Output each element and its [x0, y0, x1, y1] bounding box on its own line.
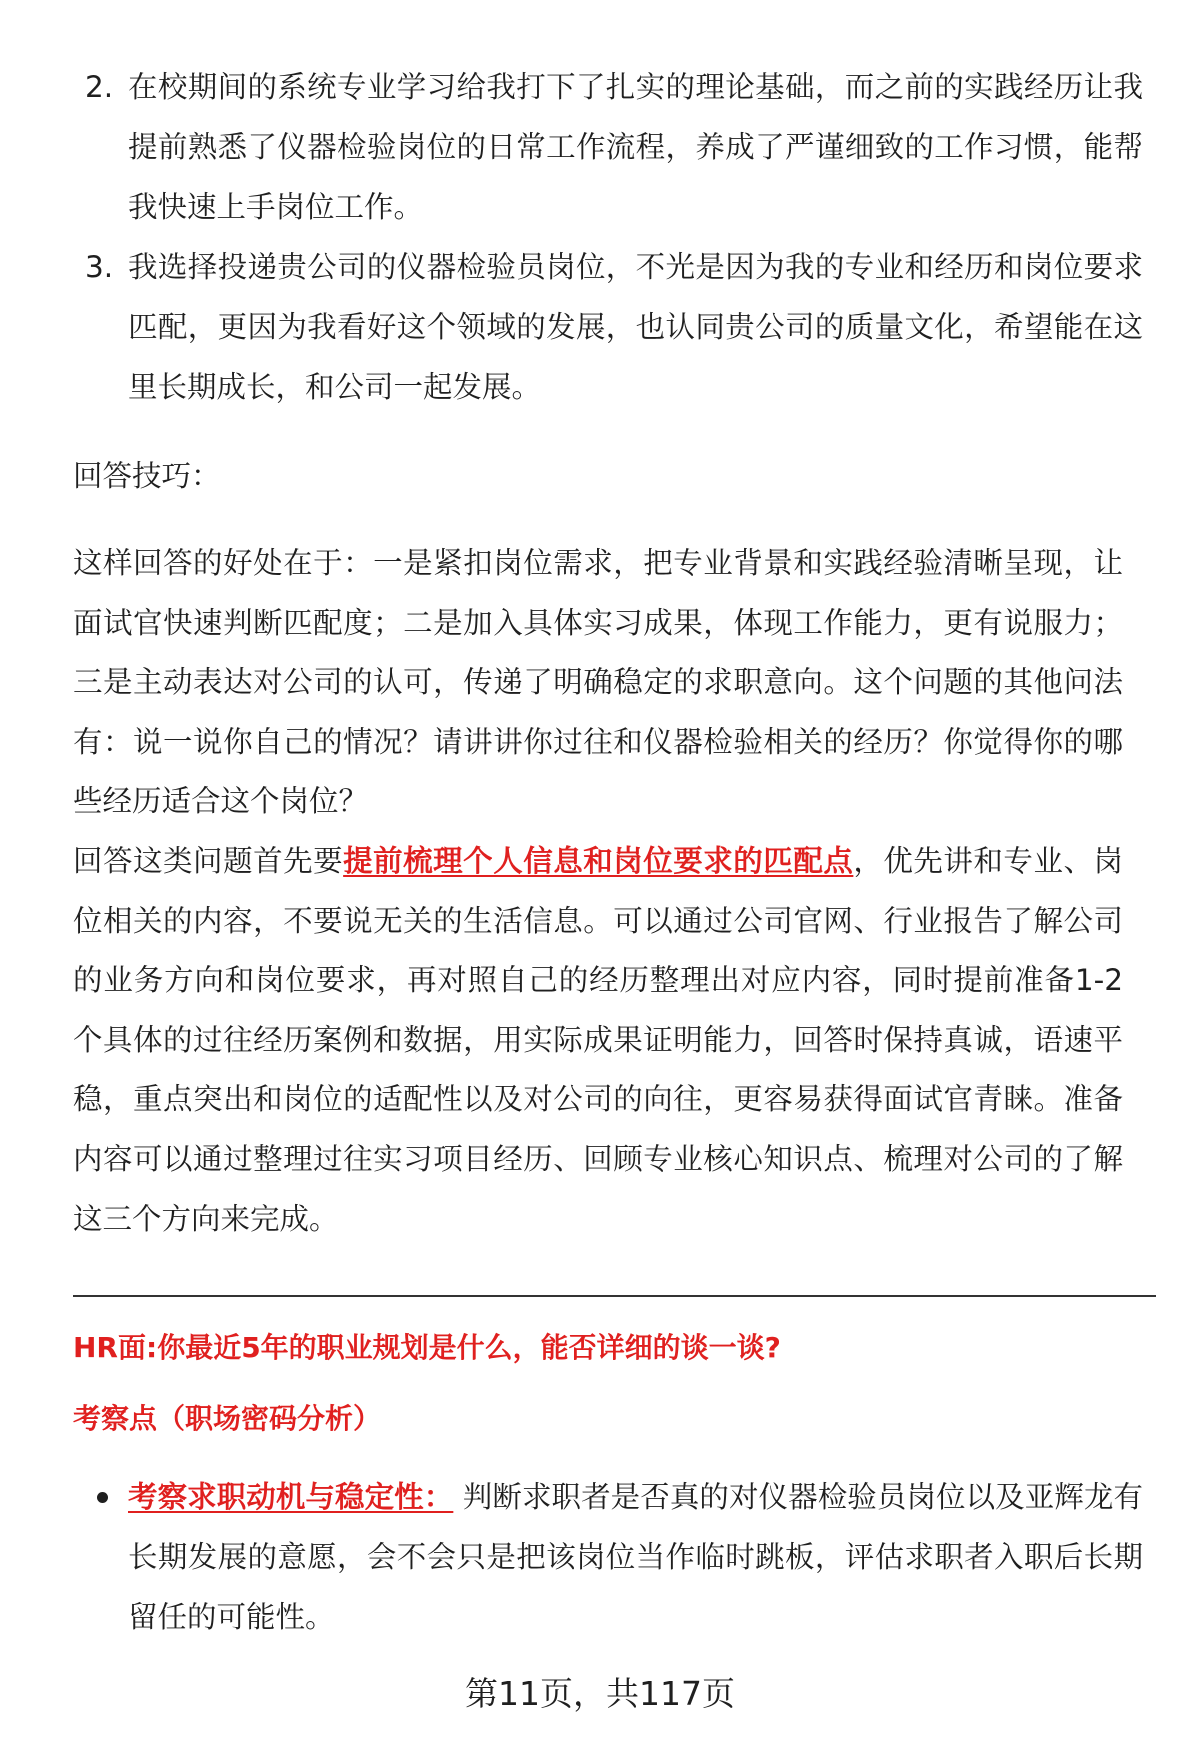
- question-title: HR面:你最近5年的职业规划是什么，能否详细的谈一谈?: [73, 1331, 781, 1365]
- bullet-text: 判断求职者是否真的对仪器检验员岗位以及亚辉龙有长期发展的意愿，会不会只是把该岗位当作临时跳板，评估求职者入职后长期留任的可能性。: [128, 1480, 1143, 1635]
- analysis-heading: 考察点（职场密码分析）: [73, 1402, 382, 1436]
- tips-paragraph-text: ，优先讲和专业、岗位相关的内容，不要说无关的生活信息。可以通过公司官网、行业报告了解公司的业务方向和岗位要求，再对照自己的经历整理出对应内容，同时提前准备1-2个具体的过往经历案例和数据，用实际成果证明能力，回答时保持真诚，语速平稳，重点突出和岗位的适配性以及对公司的向往，更容易获得面试官青睐。准备内容可以通过整理过往实习项目经历、回顾专业核心知识点、梳理对公司的了解这三个方向来完成。: [73, 843, 1123, 1236]
- tips-paragraph: 这样回答的好处在于：一是紧扣岗位需求，把专业背景和实践经验清晰呈现，让面试官快速判断匹配度；二是加入具体实习成果，体现工作能力，更有说服力；三是主动表达对公司的认可，传递了明确稳定的求职意向。这个问题的其他问法有：说一说你自己的情况？请讲讲你过往和仪器检验相关的经历？你觉得你的哪些经历适合这个岗位？: [73, 546, 1123, 819]
- list-item-number: 3.: [85, 250, 114, 284]
- section-divider: [73, 1295, 1156, 1297]
- list-item: [73, 57, 1143, 237]
- bullet-label: 考察求职动机与稳定性：: [128, 1480, 454, 1515]
- list-item-text: 在校期间的系统专业学习给我打下了扎实的理论基础，而之前的实践经历让我提前熟悉了仪器检验岗位的日常工作流程，养成了严谨细致的工作习惯，能帮我快速上手岗位工作。: [128, 70, 1143, 224]
- tips-paragraph: [73, 832, 1123, 1249]
- tips-heading: 回答技巧：: [73, 459, 221, 493]
- tips-paragraph-text: 回答这类问题首先要: [73, 843, 344, 878]
- page-number: 第11页，共117页: [465, 1674, 735, 1713]
- highlight-text: 提前梳理个人信息和岗位要求的匹配点: [343, 843, 854, 878]
- list-item-text: 我选择投递贵公司的仪器检验员岗位，不光是因为我的专业和经历和岗位要求匹配，更因为我看好这个领域的发展，也认同贵公司的质量文化，希望能在这里长期成长，和公司一起发展。: [128, 250, 1143, 404]
- bullet-dot-icon: [97, 1492, 108, 1503]
- list-item: [73, 237, 1143, 417]
- list-item-number: 2.: [85, 70, 114, 104]
- document-page: [73, 57, 1158, 1647]
- bullet-item: [73, 1467, 1143, 1647]
